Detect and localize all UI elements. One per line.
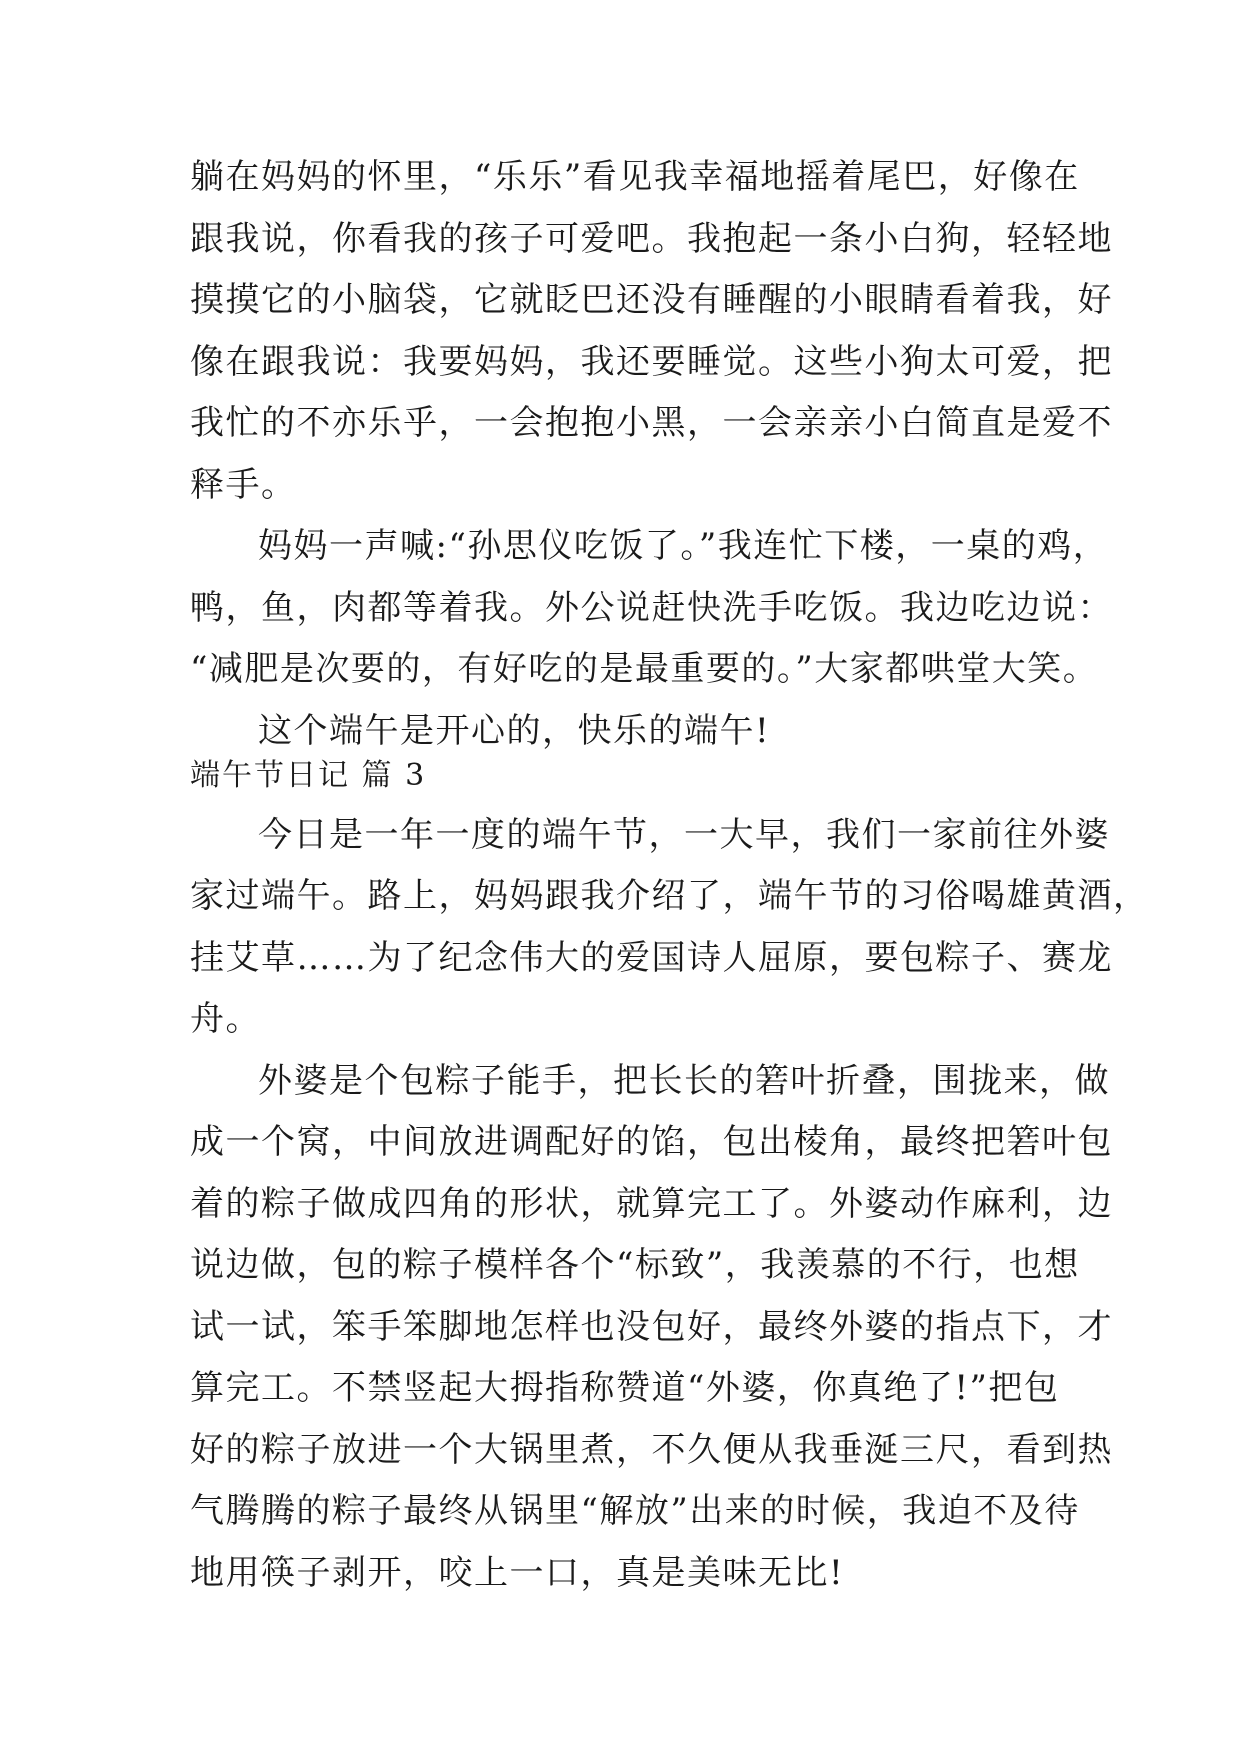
paragraph: [190, 1060, 1113, 1593]
text-line: 着的粽子做成四角的形状，就算完工了。外婆动作麻利，边: [190, 1183, 1113, 1224]
text-line: 释手。: [190, 464, 297, 505]
text-line: “减肥是次要的，有好吃的是最重要的。”大家都哄堂大笑。: [190, 649, 1099, 689]
text-line: 成一个窝，中间放进调配好的馅，包出棱角，最终把箬叶包: [190, 1122, 1113, 1162]
text-line: 算完工。不禁竖起大拇指称赞道“外婆，你真绝了!”把包: [190, 1368, 1060, 1408]
text-line: 鸭，鱼，肉都等着我。外公说赶快洗手吃饭。我边吃边说：: [190, 587, 1113, 628]
text-line: 外婆是个包粽子能手，把长长的箬叶折叠，围拢来，做: [258, 1060, 1110, 1101]
text-line: 说边做，包的粽子模样各个“标致”，我羡慕的不行，也想: [190, 1245, 1080, 1285]
paragraph: [190, 814, 1149, 1039]
section-heading: 端午节日记 篇 3: [190, 757, 427, 793]
text-line: 妈妈一声喊:“孙思仪吃饭了。”我连忙下楼，一桌的鸡，: [258, 526, 1109, 566]
paragraph: [190, 526, 1113, 689]
text-line: 躺在妈妈的怀里，“乐乐”看见我幸福地摇着尾巴，好像在: [190, 157, 1080, 197]
text-line: 挂艾草……为了纪念伟大的爱国诗人屈原，要包粽子、赛龙: [190, 937, 1113, 978]
paragraph: [190, 157, 1113, 505]
text-line: 像在跟我说：我要妈妈，我还要睡觉。这些小狗太可爱，把: [190, 341, 1113, 382]
text-line: 我忙的不亦乐乎，一会抱抱小黑，一会亲亲小白简直是爱不: [190, 403, 1113, 443]
text-line: 舟。: [190, 999, 261, 1039]
text-line: 试一试，笨手笨脚地怎样也没包好，最终外婆的指点下，才: [190, 1306, 1113, 1347]
text-line: 这个端午是开心的，快乐的端午!: [258, 710, 771, 751]
text-line: 地用筷子剥开，咬上一口，真是美味无比!: [190, 1552, 845, 1593]
text-line: 跟我说，你看我的孩子可爱吧。我抱起一条小白狗，轻轻地: [190, 218, 1113, 259]
text-line: 气腾腾的粽子最终从锅里“解放”出来的时候，我迫不及待: [190, 1491, 1080, 1531]
document-body: [190, 157, 1149, 1615]
text-line: 摸摸它的小脑袋，它就眨巴还没有睡醒的小眼睛看着我，好: [190, 280, 1113, 320]
paragraph: [190, 712, 1066, 750]
text-line: 今日是一年一度的端午节，一大早，我们一家前往外婆: [258, 814, 1110, 855]
text-line: 家过端午。路上，妈妈跟我介绍了，端午节的习俗喝雄黄酒，: [190, 876, 1149, 916]
text-line: 好的粽子放进一个大锅里煮，不久便从我垂涎三尺，看到热: [190, 1429, 1113, 1470]
